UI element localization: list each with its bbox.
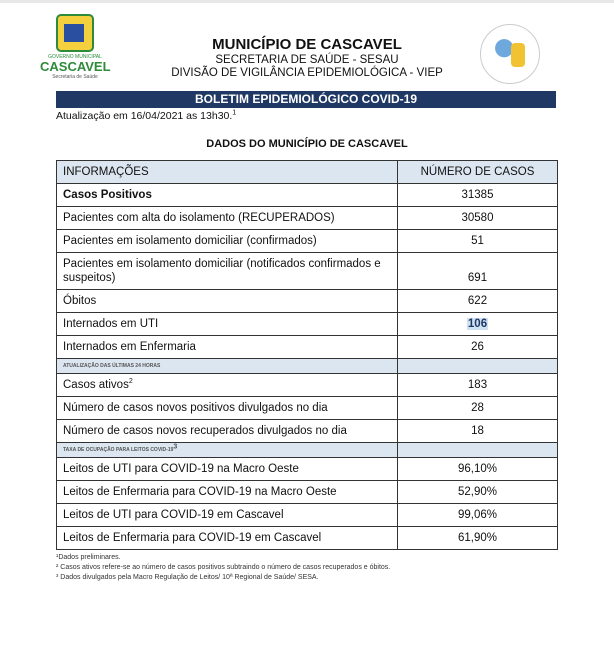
row-value: 99,06%	[398, 504, 558, 527]
row-value: 183	[398, 374, 558, 397]
table-row	[57, 290, 558, 313]
table-row	[57, 313, 558, 336]
table-row	[57, 374, 558, 397]
table-row	[57, 527, 558, 550]
section-label	[57, 443, 398, 458]
section-title: DADOS DO MUNICÍPIO DE CASCAVEL	[206, 138, 408, 150]
footnote: ¹Dados preliminares.	[56, 554, 121, 561]
row-label: Pacientes em isolamento domiciliar (notificados confirmados e suspeitos)	[57, 253, 398, 290]
data-table	[56, 160, 558, 550]
row-value: 51	[398, 230, 558, 253]
row-label: Número de casos novos recuperados divulgados no dia	[57, 420, 398, 443]
row-value: 622	[398, 290, 558, 313]
row-label: Casos Positivos	[57, 184, 398, 207]
row-label-text: Casos ativos	[63, 379, 129, 391]
row-label: Óbitos	[57, 290, 398, 313]
page-subtitle-1: SECRETARIA DE SAÚDE - SESAU	[215, 54, 399, 66]
table-row	[57, 184, 558, 207]
row-label	[57, 374, 398, 397]
row-label: Leitos de UTI para COVID-19 na Macro Oeste	[57, 458, 398, 481]
row-label: Número de casos novos positivos divulgados no dia	[57, 397, 398, 420]
row-value: 52,90%	[398, 481, 558, 504]
row-value: 28	[398, 397, 558, 420]
table-row	[57, 207, 558, 230]
table-header	[57, 161, 558, 184]
row-value: 691	[398, 253, 558, 290]
table-row	[57, 420, 558, 443]
table-row	[57, 397, 558, 420]
row-label: Pacientes em isolamento domiciliar (confirmados)	[57, 230, 398, 253]
row-value: 31385	[398, 184, 558, 207]
logo-name: CASCAVEL	[40, 59, 111, 74]
logo-gov-text: GOVERNO MUNICIPAL	[48, 54, 102, 60]
row-label: Internados em UTI	[57, 313, 398, 336]
footnote: ² Casos ativos refere-se ao número de casos positivos subtraindo o número de casos recuperados e óbitos.	[56, 564, 391, 571]
table-row	[57, 336, 558, 359]
row-value-selected[interactable]: 106	[467, 318, 488, 330]
table-row	[57, 253, 558, 290]
col-header-cases: NÚMERO DE CASOS	[398, 161, 558, 184]
row-value: 30580	[398, 207, 558, 230]
row-label: Pacientes com alta do isolamento (RECUPERADOS)	[57, 207, 398, 230]
row-label: Internados em Enfermaria	[57, 336, 398, 359]
footnote: ³ Dados divulgados pela Macro Regulação de Leitos/ 10ª Regional de Saúde/ SESA.	[56, 574, 319, 581]
table-row	[57, 504, 558, 527]
bulletin-banner: BOLETIM EPIDEMIOLÓGICO COVID-19	[56, 91, 556, 108]
section-row	[57, 443, 558, 458]
section-label-text: TAXA DE OCUPAÇÃO PARA LEITOS COVID-19	[63, 447, 174, 453]
update-text	[56, 110, 236, 123]
footnote-ref: 3	[173, 443, 178, 451]
row-label: Leitos de Enfermaria para COVID-19 na Macro Oeste	[57, 481, 398, 504]
row-value: 96,10%	[398, 458, 558, 481]
footnote-ref: 1	[232, 109, 237, 117]
table-row	[57, 458, 558, 481]
update-label: Atualização em 16/04/2021 as 13h30.	[56, 110, 233, 122]
row-value: 61,90%	[398, 527, 558, 550]
content	[56, 160, 558, 583]
row-value: 26	[398, 336, 558, 359]
top-border	[0, 0, 614, 3]
logo-sub: Secretaria de Saúde	[52, 74, 98, 80]
page-subtitle-2: DIVISÃO DE VIGILÂNCIA EPIDEMIOLÓGICA - VIEP	[171, 67, 443, 79]
footnote-ref: 2	[128, 378, 133, 386]
row-label: Leitos de Enfermaria para COVID-19 em Cascavel	[57, 527, 398, 550]
row-label: Leitos de UTI para COVID-19 em Cascavel	[57, 504, 398, 527]
col-header-info: INFORMAÇÕES	[57, 161, 398, 184]
table-row	[57, 230, 558, 253]
page-header	[0, 36, 614, 80]
page-title: MUNICÍPIO DE CASCAVEL	[212, 36, 402, 53]
row-value: 18	[398, 420, 558, 443]
footnotes	[56, 553, 558, 583]
table-row	[57, 481, 558, 504]
section-label: ATUALIZAÇÃO DAS ÚLTIMAS 24 HORAS	[57, 359, 398, 374]
section-row	[57, 359, 558, 374]
